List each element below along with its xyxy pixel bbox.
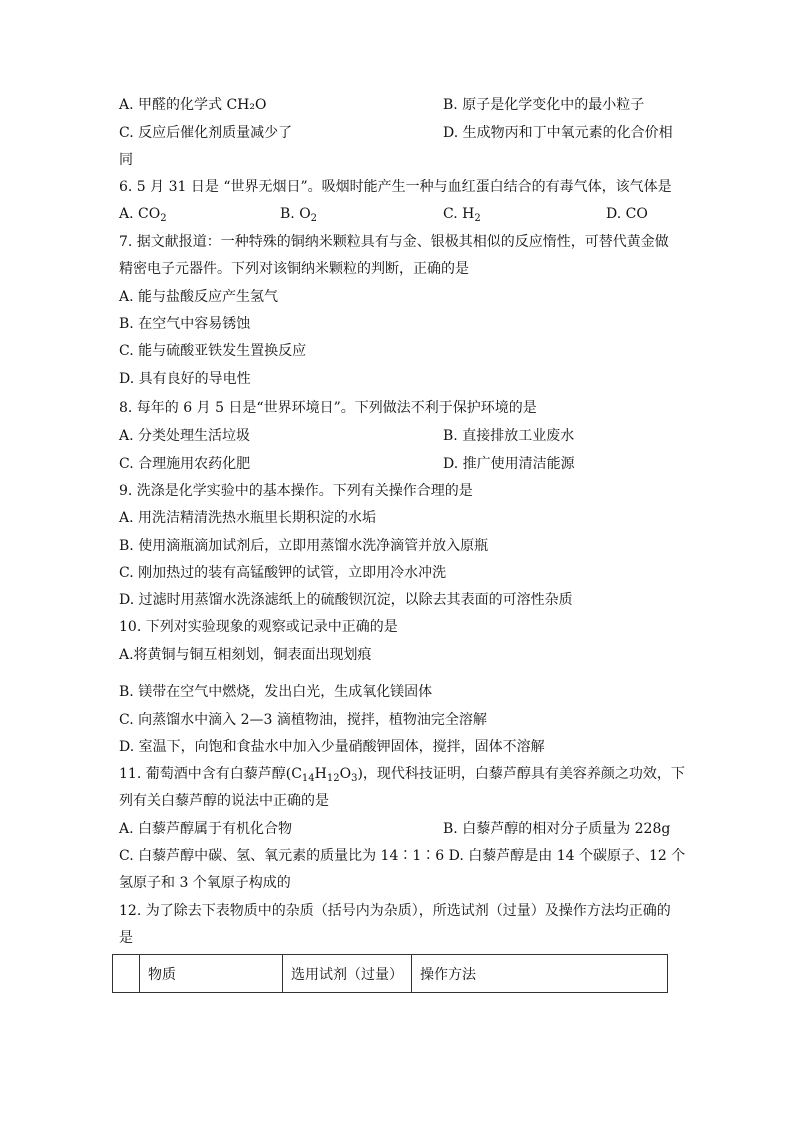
q8-option-a: A. 分类处理生活垃圾 — [119, 428, 251, 444]
q5-option-b: B. 原子是化学变化中的最小粒子 — [443, 97, 645, 113]
q12-table — [112, 954, 668, 993]
q11-option-a: A. 白藜芦醇属于有机化合物 — [119, 821, 293, 837]
q5-option-c: C. 反应后催化剂质量减少了 — [119, 125, 293, 141]
table-header-substance: 物质 — [140, 955, 283, 993]
table-header-index — [113, 955, 140, 993]
table-header-reagent: 选用试剂（过量） — [283, 955, 412, 993]
q5-option-a: A. 甲醛的化学式 CH₂O — [119, 97, 267, 113]
q6-option-d: D. CO — [606, 206, 648, 222]
q10-option-a: A.将黄铜与铜互相刻划，铜表面出现划痕 — [119, 647, 372, 663]
q7-option-b: B. 在空气中容易锈蚀 — [119, 316, 251, 332]
q6-stem: 6. 5 月 31 日是 “世界无烟日”。吸烟时能产生一种与血红蛋白结合的有毒气体，该气体是 — [119, 179, 672, 195]
q5-option-d: D. 生成物丙和丁中氧元素的化合价相 — [443, 125, 673, 141]
q11-option-d-wrap: 氢原子和 3 个氧原子构成的 — [119, 875, 291, 891]
q11-stem-line2: 列有关白藜芦醇的说法中正确的是 — [119, 793, 329, 809]
q6-option-b: B. $O_2$ — [280, 206, 318, 224]
q8-option-d: D. 推广使用清洁能源 — [443, 456, 575, 472]
q10-option-c: C. 向蒸馏水中滴入 2—3 滴植物油，搅拌，植物油完全溶解 — [119, 712, 487, 728]
q7-stem-line1: 7. 据文献报道：一种特殊的铜纳米颗粒具有与金、银极其相似的反应惰性，可替代黄金做 — [119, 234, 669, 250]
table-header-row — [113, 955, 668, 993]
q9-stem: 9. 洗涤是化学实验中的基本操作。下列有关操作合理的是 — [119, 483, 473, 499]
q10-stem: 10. 下列对实验现象的观察或记录中正确的是 — [119, 619, 398, 635]
q9-option-a: A. 用洗洁精清洗热水瓶里长期积淀的水垢 — [119, 510, 377, 526]
q8-option-c: C. 合理施用农药化肥 — [119, 456, 251, 472]
q11-option-c-d: C. 白藜芦醇中碳、氢、氧元素的质量比为 14∶1∶6 D. 白藜芦醇是由 14 个碳原子、12 个 — [119, 848, 686, 864]
q12-stem-line2: 是 — [119, 930, 133, 946]
q5-option-d-wrap: 同 — [119, 152, 133, 168]
q8-option-b: B. 直接排放工业废水 — [443, 428, 575, 444]
q7-option-a: A. 能与盐酸反应产生氢气 — [119, 289, 279, 305]
q6-option-c: C. $H_2$ — [443, 206, 481, 224]
q7-option-d: D. 具有良好的导电性 — [119, 371, 251, 387]
table-header-method: 操作方法 — [412, 955, 668, 993]
q10-option-d: D. 室温下，向饱和食盐水中加入少量硝酸钾固体，搅拌，固体不溶解 — [119, 739, 545, 755]
q9-option-b: B. 使用滴瓶滴加试剂后，立即用蒸馏水洗净滴管并放入原瓶 — [119, 538, 489, 554]
q11-option-b: B. 白藜芦醇的相对分子质量为 228g — [443, 821, 671, 837]
q7-stem-line2: 精密电子元器件。下列对该铜纳米颗粒的判断，正确的是 — [119, 261, 469, 277]
q12-stem-line1: 12. 为了除去下表物质中的杂质（括号内为杂质），所选试剂（过量）及操作方法均正确的 — [119, 903, 671, 919]
q10-option-b: B. 镁带在空气中燃烧，发出白光，生成氧化镁固体 — [119, 684, 433, 700]
q6-option-a: A. $CO_2$ — [119, 206, 167, 224]
q11-stem-line1: 11. 葡萄酒中含有白藜芦醇$(C_{14}H_{12}O_3)$，现代科技证明，白藜芦醇具有美容养颜之功效，下 — [119, 766, 685, 784]
q7-option-c: C. 能与硫酸亚铁发生置换反应 — [119, 343, 307, 359]
q9-option-d: D. 过滤时用蒸馏水洗涤滤纸上的硫酸钡沉淀，以除去其表面的可溶性杂质 — [119, 592, 573, 608]
q9-option-c: C. 刚加热过的装有高锰酸钾的试管，立即用冷水冲洗 — [119, 565, 447, 581]
q8-stem: 8. 每年的 6 月 5 日是“世界环境日”。下列做法不利于保护环境的是 — [119, 400, 537, 416]
